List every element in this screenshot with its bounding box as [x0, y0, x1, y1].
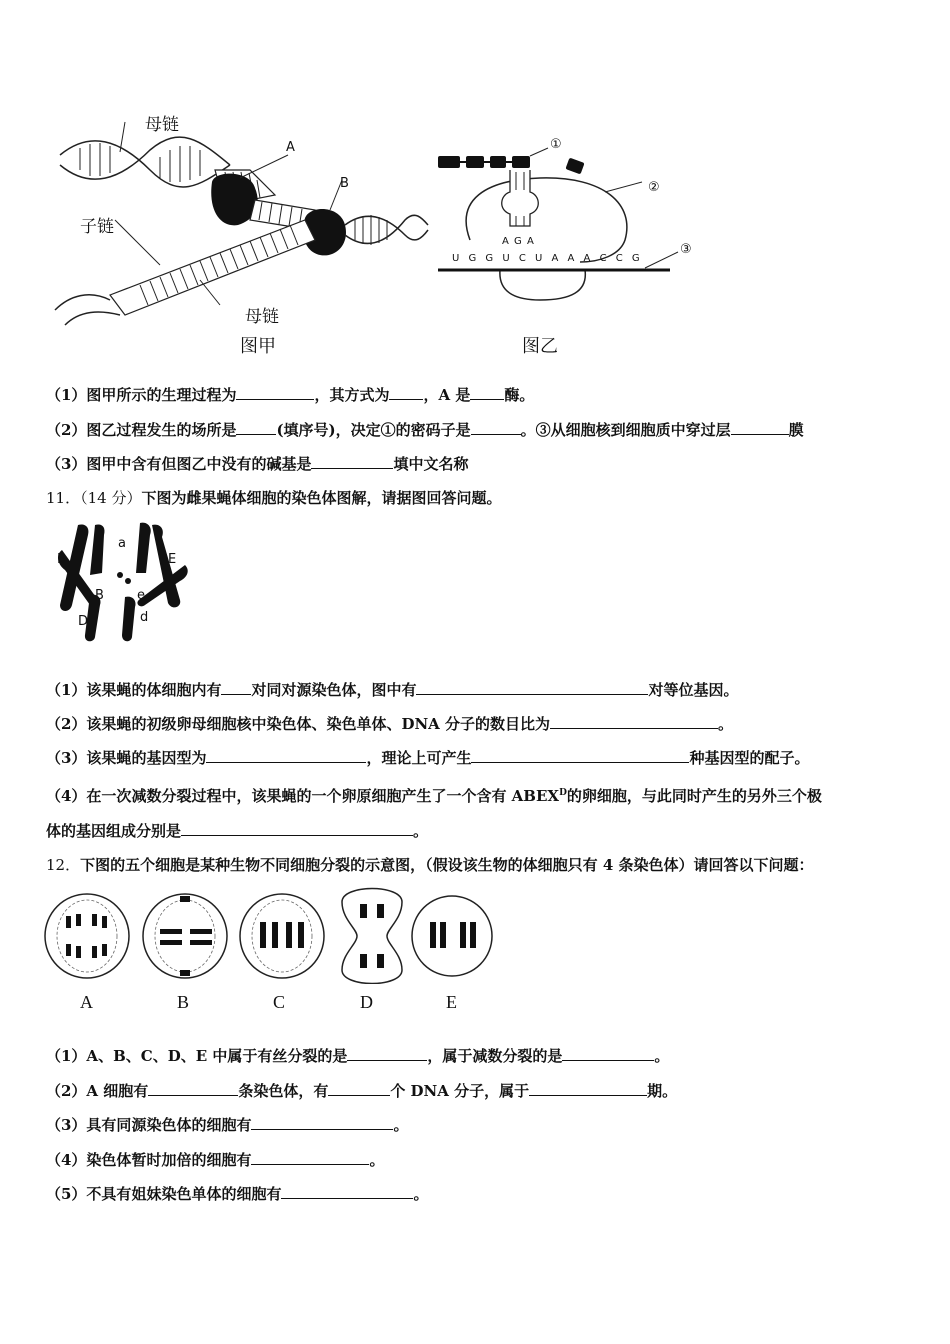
label-enzyme-a: A	[286, 140, 295, 155]
answer-blank[interactable]	[281, 1184, 413, 1199]
answer-blank[interactable]	[236, 385, 314, 400]
q10-p2-text-a: （2）图乙过程发生的场所是	[46, 421, 237, 439]
q11-p2-text-b: 。	[718, 715, 734, 733]
marker-1: ①	[550, 137, 562, 152]
question-score: （14 分）	[80, 489, 142, 507]
q10-p3-text-b: 填中文名称	[393, 455, 469, 473]
anticodon-sequence: A G A	[502, 236, 535, 247]
answer-blank[interactable]	[471, 420, 521, 435]
q12-p2-text-b: 条染色体，有	[238, 1082, 329, 1100]
q12-part4	[46, 1150, 920, 1170]
label-mother-strand-bottom: 母链	[245, 307, 279, 327]
q11-p1-text-b: 对同对源染色体，图中有	[251, 681, 417, 699]
q11-p3-text-a: （3）该果蝇的基因型为	[46, 749, 207, 767]
answer-blank[interactable]	[347, 1046, 427, 1061]
q12-p4-text-a: （4）染色体暂时加倍的细胞有	[46, 1151, 252, 1169]
q11-p4b-text-a: 体的基因组成分别是	[46, 822, 182, 840]
q10-p3-text-a: （3）图甲中含有但图乙中没有的碱基是	[46, 455, 312, 473]
superscript-d: D	[559, 788, 567, 798]
gene-label-B: B	[57, 552, 66, 567]
q10-part3	[46, 454, 920, 474]
translation-diagram	[430, 130, 700, 310]
q11-part2	[46, 714, 920, 734]
answer-blank[interactable]	[181, 821, 413, 836]
q12-part2	[46, 1081, 920, 1101]
mrna-sequence: U G G U C U A A A C C G	[452, 253, 643, 264]
answer-blank[interactable]	[416, 680, 648, 695]
cell-label-D: D	[360, 992, 373, 1012]
q12-p4-text-b: 。	[369, 1151, 385, 1169]
cell-label-E: E	[446, 992, 457, 1012]
label-mother-strand-top: 母链	[145, 115, 179, 135]
q10-p2-text-b: (填序号)，决定①的密码子是	[276, 421, 471, 439]
q10-p1-text-d: 酶。	[504, 386, 535, 404]
fruit-fly-chromosomes	[50, 515, 200, 645]
gene-label-e: e	[137, 588, 145, 603]
q10-p2-text-d: 膜	[788, 421, 804, 439]
q11-part4-cont	[46, 821, 920, 841]
answer-blank[interactable]	[471, 748, 689, 763]
q12-part3	[46, 1115, 920, 1135]
marker-2: ②	[648, 180, 660, 195]
q12-p2-text-c: 个 DNA 分子，属于	[390, 1082, 530, 1100]
question-stem: 下图为雌果蝇体细胞的染色体图解，请据图回答问题。	[141, 489, 502, 507]
q11-part4	[46, 783, 920, 806]
gene-label-D: D	[78, 614, 89, 629]
figure-yi	[430, 130, 700, 310]
answer-blank[interactable]	[251, 1150, 369, 1165]
q11-p4-text-b: 的卵细胞，与此同时产生的另外三个极	[566, 787, 822, 805]
q11-p1-text-a: （1）该果蝇的体细胞内有	[46, 681, 222, 699]
answer-blank[interactable]	[562, 1046, 654, 1061]
q12-p1-text-a: （1）A、B、C、D、E 中属于有丝分裂的是	[46, 1047, 348, 1065]
q12-p5-text-b: 。	[413, 1185, 429, 1203]
q12-p3-text-b: 。	[393, 1116, 409, 1134]
q10-p1-text-a: （1）图甲所示的生理过程为	[46, 386, 237, 404]
q12-part5	[46, 1184, 920, 1204]
answer-blank[interactable]	[328, 1081, 390, 1096]
chromosome-figure	[50, 515, 200, 645]
answer-blank[interactable]	[236, 420, 276, 435]
cell-label-C: C	[273, 992, 286, 1012]
q11-part3	[46, 748, 920, 768]
q11-stem	[46, 488, 920, 508]
label-daughter-strand: 子链	[80, 217, 114, 237]
q12-p1-text-c: 。	[654, 1047, 670, 1065]
q12-p5-text-a: （5）不具有姐妹染色单体的细胞有	[46, 1185, 282, 1203]
answer-blank[interactable]	[221, 680, 251, 695]
gene-label-B-lower: B	[95, 588, 104, 603]
q12-p1-text-b: ，属于减数分裂的是	[427, 1047, 563, 1065]
answer-blank[interactable]	[206, 748, 366, 763]
q10-p1-text-b: ，其方式为	[314, 386, 390, 404]
question-stem: 下图的五个细胞是某种生物不同细胞分裂的示意图，（假设该生物的体细胞只有 4 条染色体）请回答以下问题：	[80, 856, 814, 874]
answer-blank[interactable]	[731, 420, 789, 435]
q12-stem	[46, 855, 920, 875]
question-number: 12．	[46, 856, 81, 874]
answer-blank[interactable]	[148, 1081, 238, 1096]
q10-part2	[46, 420, 920, 440]
question-number: 11．	[46, 489, 81, 507]
q10-part1	[46, 385, 920, 405]
five-cells-diagram	[42, 884, 502, 984]
answer-blank[interactable]	[251, 1115, 393, 1130]
q11-p4-text-a: （4）在一次减数分裂过程中，该果蝇的一个卵原细胞产生了一个含有 ABEX	[46, 787, 560, 805]
q11-p3-text-b: ，理论上可产生	[366, 749, 472, 767]
label-enzyme-b: B	[340, 176, 349, 191]
q12-part1	[46, 1046, 920, 1066]
gene-label-A: A	[77, 524, 86, 539]
cell-division-figure	[42, 884, 502, 984]
answer-blank[interactable]	[550, 714, 718, 729]
answer-blank[interactable]	[311, 454, 393, 469]
q11-p2-text-a: （2）该果蝇的初级卵母细胞核中染色体、染色单体、DNA 分子的数目比为	[46, 715, 551, 733]
caption-yi: 图乙	[522, 336, 558, 357]
answer-blank[interactable]	[389, 385, 423, 400]
marker-3: ③	[680, 242, 692, 257]
gene-label-d: d	[140, 610, 149, 625]
q12-p3-text-a: （3）具有同源染色体的细胞有	[46, 1116, 252, 1134]
cell-label-A: A	[80, 992, 93, 1012]
q11-p1-text-c: 对等位基因。	[648, 681, 739, 699]
q11-p3-text-c: 种基因型的配子。	[689, 749, 810, 767]
gene-label-a: a	[118, 536, 126, 551]
q12-p2-text-d: 期。	[647, 1082, 678, 1100]
answer-blank[interactable]	[529, 1081, 647, 1096]
q11-part1	[46, 680, 920, 700]
cell-label-B: B	[177, 992, 190, 1012]
q12-p2-text-a: （2）A 细胞有	[46, 1082, 149, 1100]
answer-blank[interactable]	[470, 385, 504, 400]
q10-p2-text-c: 。③从细胞核到细胞质中穿过层	[520, 421, 731, 439]
q11-p4b-text-b: 。	[413, 822, 429, 840]
q10-p1-text-c: ，A 是	[423, 386, 471, 404]
gene-label-E: E	[168, 552, 177, 567]
caption-jia: 图甲	[240, 336, 276, 357]
